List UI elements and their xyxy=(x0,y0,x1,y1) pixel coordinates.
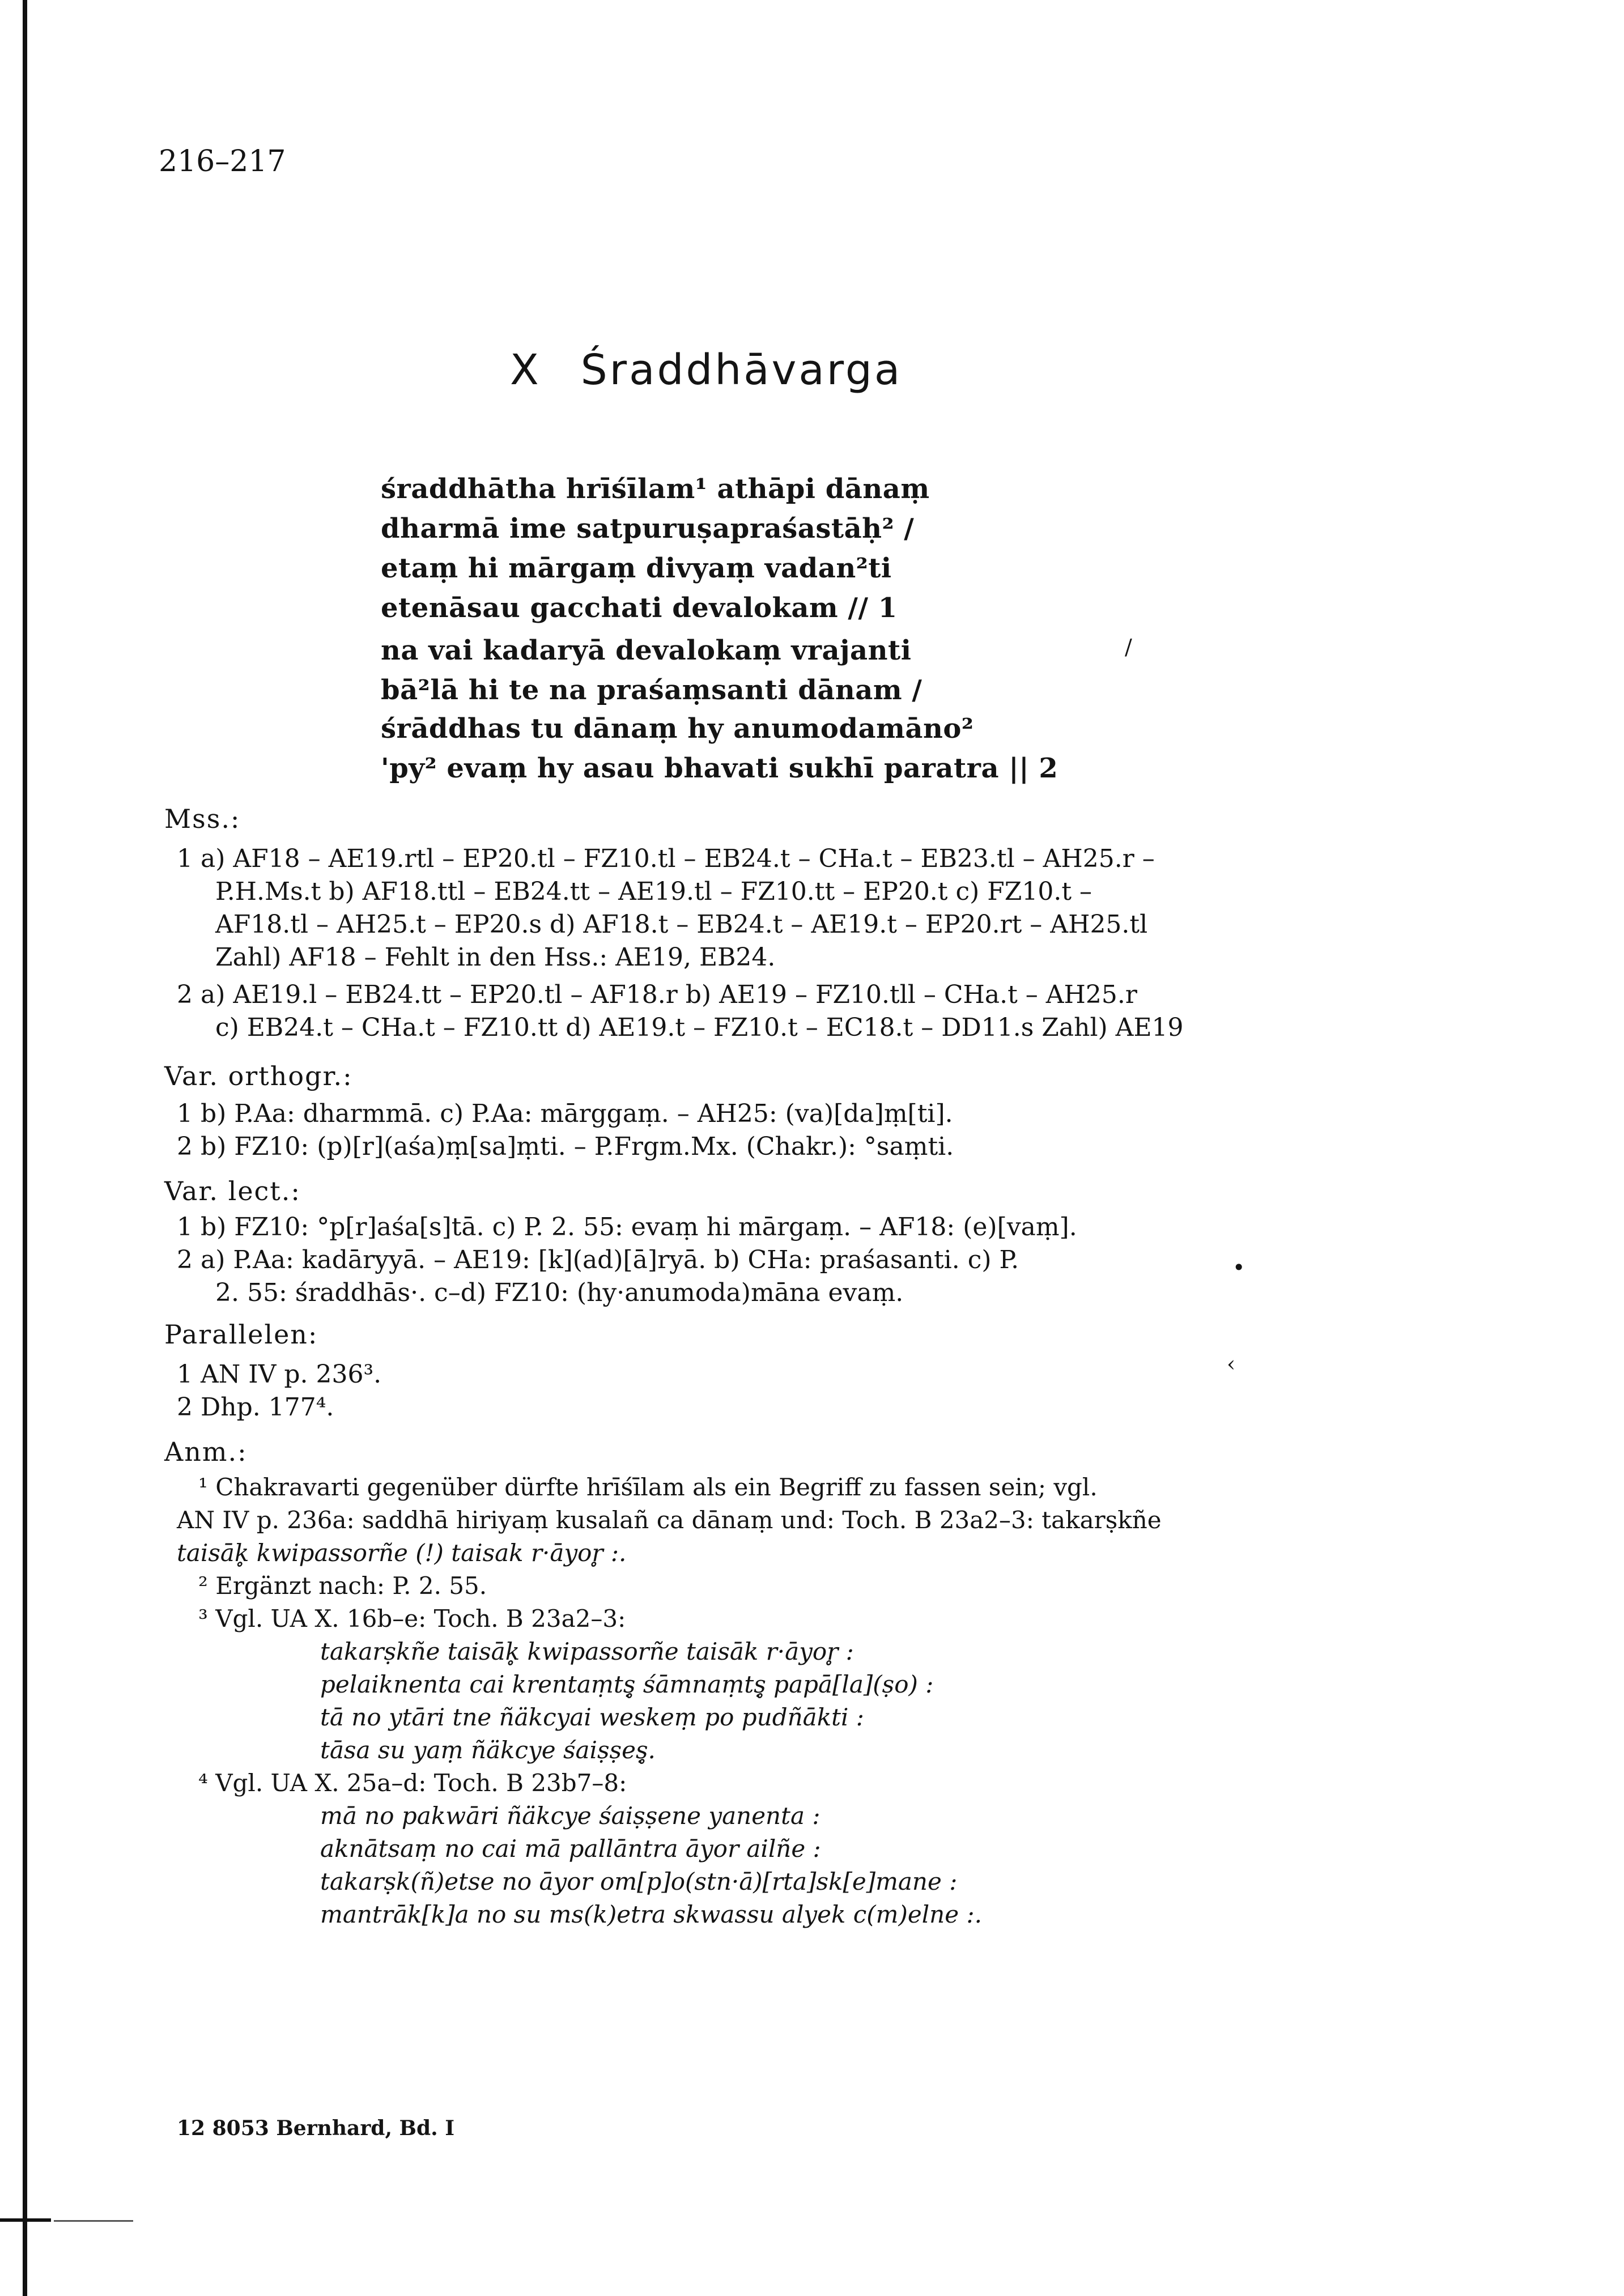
mss-line: 1 a) AF18 – AE19.rtl – EP20.tl – FZ10.tl – EB24.t – CHa.t – EB23.tl – AH25.r – xyxy=(177,844,1155,873)
mss-line: c) EB24.t – CHa.t – FZ10.tt d) AE19.t – FZ10.t – EC18.t – DD11.s Zahl) AE19 xyxy=(215,1013,1184,1042)
page-number: 216–217 xyxy=(159,144,286,178)
verse-line: na vai kadaryā devalokaṃ vrajanti xyxy=(381,635,912,666)
note-line: ³ Vgl. UA X. 16b–e: Toch. B 23a2–3: xyxy=(198,1605,626,1632)
chapter-numeral: X xyxy=(510,346,541,394)
mss-line: AF18.tl – AH25.t – EP20.s d) AF18.t – EB24.t – AE19.t – EP20.rt – AH25.tl xyxy=(215,910,1148,939)
chapter-name: Śraddhāvarga xyxy=(580,346,903,394)
note-line: ¹ Chakravarti gegenüber dürfte hrīśīlam als ein Begriff zu fassen sein; vgl. xyxy=(198,1473,1098,1501)
toch-line: aknātsaṃ no cai mā pallāntra āyor ailñe : xyxy=(320,1835,821,1863)
toch-line: mā no pakwāri ñäkcye śaiṣṣene yanenta : xyxy=(320,1802,820,1830)
toch-line: takarṣkñe taisāk̥ kwipassorñe taisāk r·āyor̥ : xyxy=(320,1638,854,1665)
verse-line: śraddhātha hrīśīlam¹ athāpi dānaṃ xyxy=(381,473,930,505)
note-line: ² Ergänzt nach: P. 2. 55. xyxy=(198,1572,487,1600)
mss-line: Zahl) AF18 – Fehlt in den Hss.: AE19, EB24. xyxy=(215,943,776,972)
scan-bottom-rule xyxy=(0,2218,51,2222)
note-line: AN IV p. 236a: saddhā hiriyaṃ kusalañ ca dānaṃ und: Toch. B 23a2–3: takarṣkñe xyxy=(177,1506,1162,1534)
var-lect-line: 2. 55: śraddhās·. c–d) FZ10: (hy·anumoda)māna evaṃ. xyxy=(215,1278,904,1307)
toch-line: mantrāk[k]a no su ms(k)etra skwassu alyek c(m)elne :. xyxy=(320,1900,982,1928)
mss-label: Mss.: xyxy=(164,803,241,834)
parallelen-line: 1 AN IV p. 236³. xyxy=(177,1360,382,1389)
anm-label: Anm.: xyxy=(164,1436,248,1467)
toch-line: tāsa su yaṃ ñäkcye śaiṣṣeṣ̥. xyxy=(320,1736,656,1764)
verse-line: śrāddhas tu dānaṃ hy anumodamāno² xyxy=(381,713,974,745)
margin-mark: • xyxy=(1232,1255,1245,1280)
scan-edge-rule xyxy=(23,0,27,2296)
parallelen-label: Parallelen: xyxy=(164,1319,318,1350)
chapter-title xyxy=(510,346,902,394)
mss-line: P.H.Ms.t b) AF18.ttl – EB24.tt – AE19.tl – FZ10.tt – EP20.t c) FZ10.t – xyxy=(215,877,1092,906)
toch-line: takarṣk(ñ)etse no āyor om[p]o(stn·ā)[rta]sk[e]mane : xyxy=(320,1868,958,1895)
footer-printer-line: 12 8053 Bernhard, Bd. I xyxy=(177,2116,455,2140)
var-lect-line: 2 a) P.Aa: kadāryyā. – AE19: [k](ad)[ā]ryā. b) CHa: praśasanti. c) P. xyxy=(177,1245,1019,1274)
verse-line: dharmā ime satpuruṣapraśastāḥ² / xyxy=(381,513,915,545)
margin-mark: ‹ xyxy=(1227,1351,1236,1376)
var-orthogr-label: Var. orthogr.: xyxy=(164,1061,353,1091)
note-line: taisāk̥ kwipassorñe (!) taisak r·āyor̥ :. xyxy=(177,1539,627,1567)
verse-line: etaṃ hi mārgaṃ divyaṃ vadan²ti xyxy=(381,552,892,584)
toch-line: tā no ytāri tne ñäkcyai weskeṃ po pudñākti : xyxy=(320,1703,864,1731)
toch-line: pelaiknenta cai krentaṃtṣ̥ śāmnaṃtṣ̥ papā[la](ṣo) : xyxy=(320,1670,934,1698)
margin-mark: / xyxy=(1125,635,1132,660)
var-orthogr-line: 1 b) P.Aa: dharmmā. c) P.Aa: mārggaṃ. – AH25: (va)[da]ṃ[ti]. xyxy=(177,1099,953,1128)
note-line: ⁴ Vgl. UA X. 25a–d: Toch. B 23b7–8: xyxy=(198,1769,627,1797)
verse-line: etenāsau gacchati devalokam // 1 xyxy=(381,592,898,624)
var-lect-label: Var. lect.: xyxy=(164,1176,301,1206)
verse-line: 'py² evaṃ hy asau bhavati sukhī paratra || 2 xyxy=(381,752,1058,784)
verse-line: bā²lā hi te na praśaṃsanti dānam / xyxy=(381,674,922,706)
mss-line: 2 a) AE19.l – EB24.tt – EP20.tl – AF18.r b) AE19 – FZ10.tll – CHa.t – AH25.r xyxy=(177,980,1137,1009)
scan-bottom-rule-dots xyxy=(54,2220,133,2222)
var-lect-line: 1 b) FZ10: °p[r]aśa[s]tā. c) P. 2. 55: evaṃ hi mārgaṃ. – AF18: (e)[vaṃ]. xyxy=(177,1213,1077,1241)
parallelen-line: 2 Dhp. 177⁴. xyxy=(177,1393,334,1422)
var-orthogr-line: 2 b) FZ10: (p)[r](aśa)ṃ[sa]ṃti. – P.Frgm.Mx. (Chakr.): °saṃti. xyxy=(177,1132,954,1161)
